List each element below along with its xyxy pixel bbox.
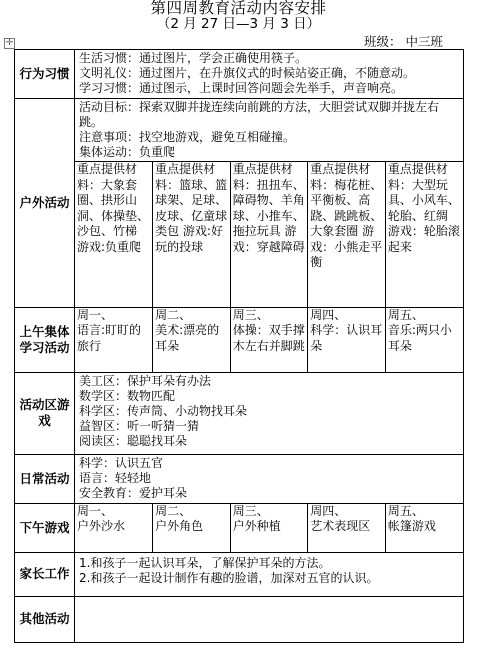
row-areas — [15, 372, 464, 454]
row-parents — [15, 552, 464, 596]
row-daily — [15, 454, 464, 503]
row-habits — [15, 50, 464, 99]
row-label-parents: 家长工作 — [15, 552, 75, 596]
row-label-afternoon: 下午游戏 — [15, 503, 75, 552]
day-label: 周三、 — [232, 503, 269, 518]
day-content: 美术:漂亮的耳朵 — [155, 323, 220, 353]
row-other — [15, 596, 464, 642]
area-item: 科学区：传声筒、小动物找耳朵 — [79, 403, 248, 418]
day-label: 周一、 — [77, 307, 114, 322]
area-item: 美工区：保护耳朵有办法 — [79, 373, 212, 388]
day-label: 周三、 — [232, 307, 269, 322]
afternoon-day-cell — [153, 504, 231, 552]
row-label-morning: 上午集体学习活动 — [15, 307, 75, 372]
morning-days — [75, 308, 463, 372]
move-handle-icon[interactable]: ✛ — [5, 38, 14, 48]
outdoor-column: 重点提供材料：大象套圈、拱形山洞、体操垫、沙包、竹梯 游戏:负重爬 — [75, 162, 153, 307]
day-label: 周五、 — [387, 307, 424, 322]
habit-item: 文明礼仪：通过图片，在升旗仪式的时候站姿正确，不随意动。 — [79, 66, 416, 80]
area-item: 数学区：数物匹配 — [79, 388, 176, 403]
day-content: 科学：认识耳朵 — [310, 323, 383, 353]
day-content: 语言:盯盯的旅行 — [77, 323, 142, 353]
row-label-outdoor: 户外活动 — [15, 99, 75, 308]
afternoon-day-cell — [230, 504, 308, 552]
morning-day-cell — [153, 308, 231, 372]
parent-item: 2.和孩子一起设计制作有趣的脸谱，加深对五官的认识。 — [79, 570, 379, 585]
area-item: 阅读区：聪聪找耳朵 — [79, 433, 188, 448]
daily-item: 安全教育：爱护耳朵 — [79, 485, 188, 500]
schedule-table — [14, 49, 464, 643]
page-title: 第四周教育活动内容安排 — [150, 0, 327, 17]
outdoor-column: 重点提供材料：扭扭车、障碍物、羊角球、小推车、拖拉玩具 游戏：穿越障碍 — [230, 162, 308, 307]
habit-item: 生活习惯：通过图片，学会正确使用筷子。 — [79, 51, 308, 65]
day-label: 周五、 — [387, 503, 424, 518]
afternoon-day-cell — [308, 504, 386, 552]
class-label: 班级： 中三班 — [364, 34, 443, 49]
day-label: 周四、 — [310, 503, 347, 518]
day-label: 周四、 — [310, 307, 347, 322]
parent-item: 1.和孩子一起认识耳朵，了解保护耳朵的方法。 — [79, 555, 331, 570]
row-label-daily: 日常活动 — [15, 454, 75, 503]
habit-item: 学习习惯：通过图示，上课时回答问题会先举手，声音响亮。 — [79, 81, 404, 95]
day-content: 帐篷游戏 — [387, 519, 436, 533]
outdoor-column: 重点提供材料：梅花桩、平衡板、高跷、跳跳板、大象套圈 游戏：小熊走平衡 — [308, 162, 386, 307]
day-label: 周二、 — [155, 307, 192, 322]
row-label-habits: 行为习惯 — [15, 50, 75, 99]
row-label-areas: 活动区游戏 — [15, 372, 75, 454]
day-content: 户外角色 — [155, 519, 204, 533]
daily-item: 科学：认识五官 — [79, 455, 164, 470]
row-afternoon — [15, 503, 464, 552]
afternoon-day-cell — [385, 504, 463, 552]
morning-day-cell — [75, 308, 153, 372]
day-content: 艺术表现区 — [310, 519, 371, 533]
day-content: 音乐:两只小耳朵 — [387, 323, 452, 353]
outdoor-materials — [75, 161, 463, 307]
outdoor-column: 重点提供材料：篮球、篮球架、足球、皮球、亿童球类包 游戏:好玩的投球 — [153, 162, 231, 307]
morning-day-cell — [308, 308, 386, 372]
morning-day-cell — [385, 308, 463, 372]
area-item: 益智区：听一听猜一猜 — [79, 418, 200, 433]
morning-day-cell — [230, 308, 308, 372]
date-range: （2 月 27 日—3 月 3 日） — [156, 16, 321, 32]
outdoor-column: 重点提供材料：大型玩具、小风车、轮胎、红绸 游戏：轮胎滚起来 — [385, 162, 463, 307]
outdoor-group: 集体运动：负重爬 — [79, 145, 176, 159]
row-label-other: 其他活动 — [15, 596, 75, 642]
day-label: 周一、 — [77, 503, 114, 518]
other-content — [75, 596, 464, 642]
row-outdoor — [15, 99, 464, 308]
day-content: 户外沙水 — [77, 519, 126, 533]
afternoon-days — [75, 504, 463, 552]
daily-item: 语言：轻轻地 — [79, 470, 152, 485]
afternoon-day-cell — [75, 504, 153, 552]
outdoor-goal: 活动目标：探索双脚并拢连续向前跳的方法，大胆尝试双脚并拢左右跳。 — [79, 100, 440, 129]
day-content: 户外种植 — [232, 519, 281, 533]
outdoor-notes: 注意事项：找空地游戏，避免互相碰撞。 — [79, 130, 296, 144]
row-morning — [15, 307, 464, 372]
day-label: 周二、 — [155, 503, 192, 518]
day-content: 体操：双手撑木左右并脚跳 — [232, 323, 305, 353]
